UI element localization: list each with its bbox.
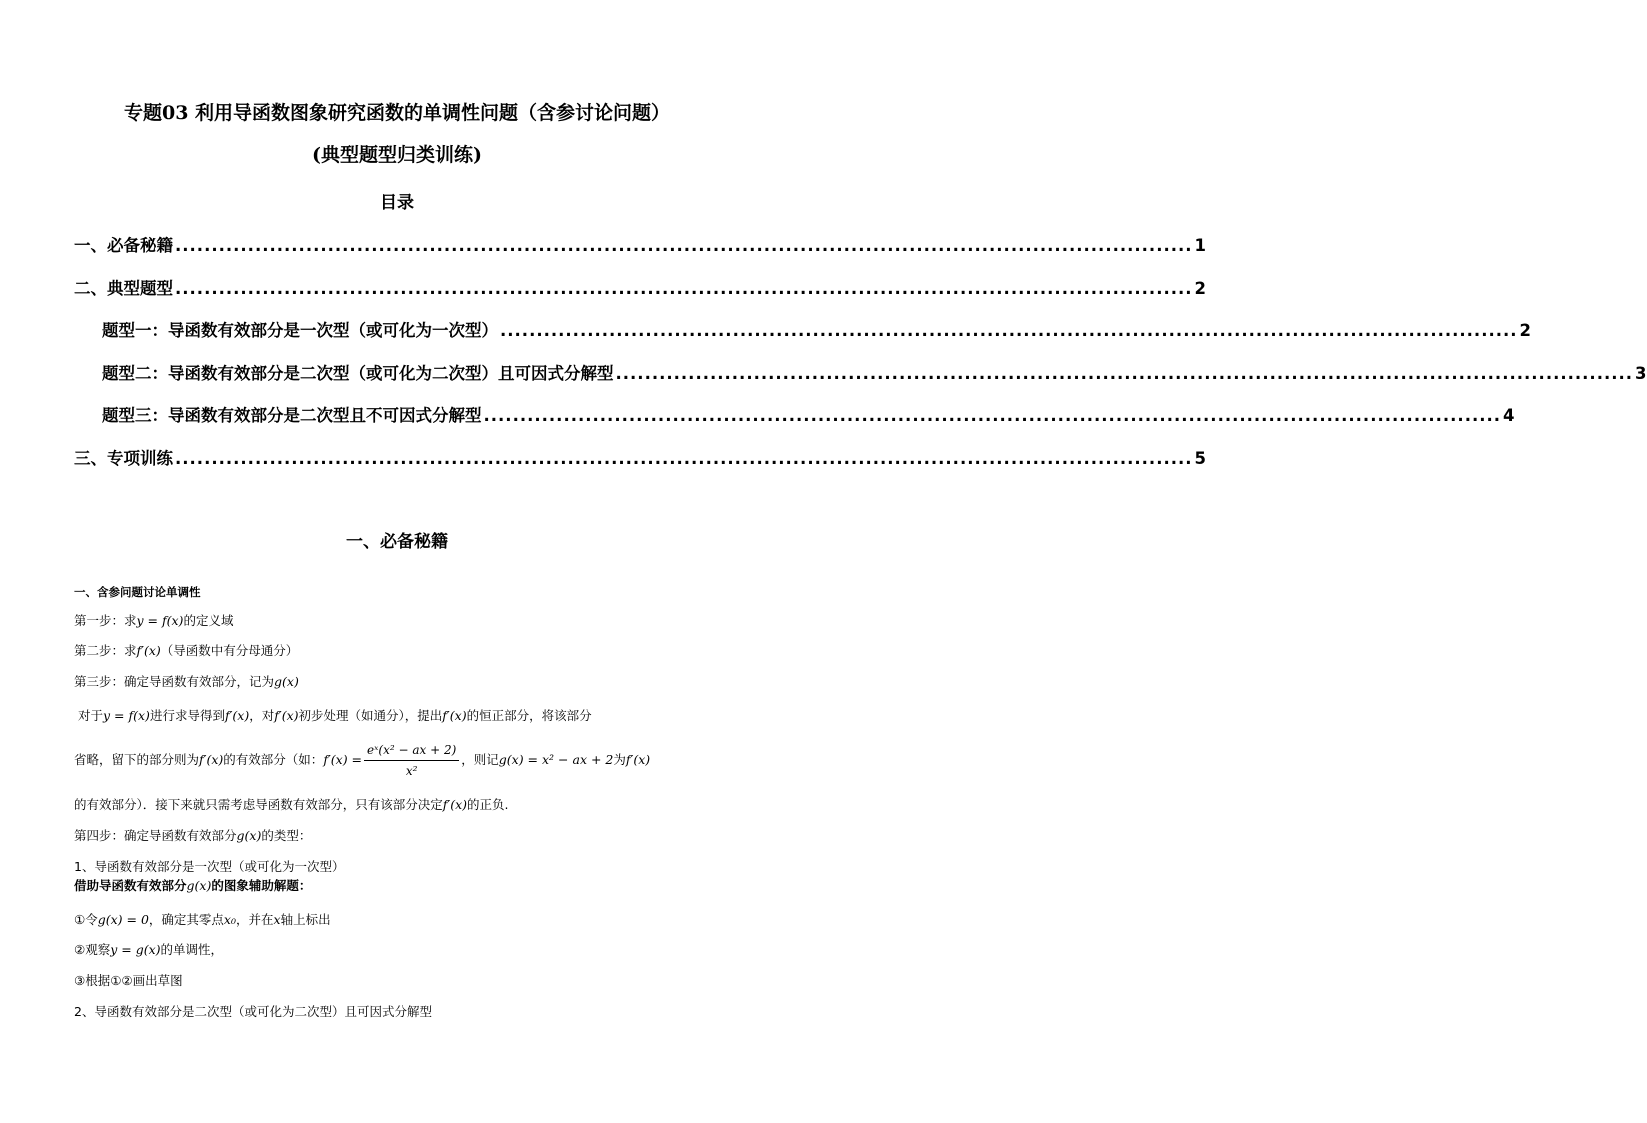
toc-label: 三、专项训练 — [74, 449, 173, 468]
math-expression: g(x) — [236, 828, 262, 843]
text: ，则记 — [461, 752, 499, 767]
item1-line — [74, 910, 331, 928]
text: 的有效部分）．接下来就只需考虑导函数有效部分，只有该部分决定 — [74, 797, 443, 812]
toc-leader-dots: ............................................................................................................................................ — [483, 406, 1502, 425]
text: 的图象辅助解题： — [211, 878, 312, 893]
text: 的类型： — [261, 828, 312, 843]
section-heading: 一、必备秘籍 — [346, 532, 448, 552]
text: 为 — [613, 752, 626, 767]
document-title: 专题03 利用导函数图象研究函数的单调性问题（含参讨论问题） — [123, 102, 671, 124]
toc-page-number: 5 — [1194, 449, 1207, 468]
type1-title: 1、导函数有效部分是一次型（或可化为一次型） — [74, 859, 345, 874]
toc-leader-dots: ............................................................................................................................................ — [175, 449, 1193, 468]
toc-label: 题型一：导函数有效部分是一次型（或可化为一次型） — [102, 321, 498, 340]
type1-hint — [74, 876, 311, 894]
math-expression: f′(x) = — [323, 752, 363, 767]
math-expression: g(x) = 0 — [97, 912, 149, 927]
toc-entry-section3[interactable] — [74, 445, 1207, 469]
text: 轴上标出 — [280, 912, 331, 927]
math-expression: x₀ — [223, 912, 236, 927]
text: 第二步：求 — [74, 643, 137, 658]
paragraph-line-3 — [74, 795, 509, 813]
document-subtitle: (典型题型归类训练) — [312, 144, 482, 166]
math-expression: y = f(x) — [136, 613, 184, 628]
fraction-denominator: x² — [405, 764, 418, 778]
type2-title: 2、导函数有效部分是二次型（或可化为二次型）且可因式分解型 — [74, 1004, 432, 1019]
item3-line: ③根据①②画出草图 — [74, 973, 183, 988]
toc-entry-type1[interactable] — [102, 317, 1532, 341]
math-expression: g(x) — [186, 878, 212, 893]
math-expression: f′(x) — [442, 708, 467, 723]
step3-line — [74, 672, 299, 690]
fraction-numerator: eˣ(x² − ax + 2) — [364, 740, 459, 761]
toc-label: 二、典型题型 — [74, 279, 173, 298]
toc-leader-dots: ............................................................................................................................................ — [175, 279, 1193, 298]
toc-label: 题型三：导函数有效部分是二次型且不可因式分解型 — [102, 406, 482, 425]
math-expression: f′(x) — [199, 752, 224, 767]
text: 省略，留下的部分则为 — [74, 752, 200, 767]
paragraph-line-2 — [74, 740, 650, 781]
toc-leader-dots: ............................................................................................................................................ — [500, 321, 1518, 340]
toc-page-number: 4 — [1503, 406, 1515, 425]
step4-line — [74, 826, 311, 844]
text: ，并在 — [235, 912, 274, 927]
text: 的单调性， — [160, 942, 224, 957]
math-expression: f′(x) — [442, 797, 468, 812]
toc-page-number: 3 — [1635, 364, 1647, 383]
math-expression: f′(x) — [274, 708, 299, 723]
sub-heading: 一、含参问题讨论单调性 — [74, 585, 201, 599]
text: 的正负. — [467, 797, 509, 812]
text: ，确定其零点 — [148, 912, 224, 927]
text: 借助导函数有效部分 — [74, 878, 187, 893]
text: （导函数中有分母通分） — [160, 643, 299, 658]
math-expression: y = f(x) — [103, 708, 150, 723]
text: 对于 — [78, 708, 104, 723]
toc-page-number: 2 — [1194, 279, 1207, 298]
math-expression: y = g(x) — [110, 942, 161, 957]
step1-line — [74, 611, 233, 629]
toc-label: 一、必备秘籍 — [74, 236, 173, 255]
toc-leader-dots: ............................................................................................................................................ — [175, 236, 1193, 255]
math-expression: g(x) — [274, 674, 299, 689]
item2-line — [74, 940, 223, 958]
paragraph-line-1 — [78, 706, 592, 724]
toc-entry-section2[interactable] — [74, 275, 1207, 299]
toc-leader-dots: ............................................................................................................................................ — [615, 364, 1634, 383]
math-expression: x — [273, 912, 281, 927]
text: 的定义域 — [183, 613, 234, 628]
text: 进行求导得到 — [149, 708, 225, 723]
fraction — [364, 740, 459, 781]
text: 第四步：确定导函数有效部分 — [74, 828, 237, 843]
text: 的有效部分（如： — [223, 752, 324, 767]
step2-line — [74, 641, 298, 659]
toc-label: 题型二：导函数有效部分是二次型（或可化为二次型）且可因式分解型 — [102, 364, 614, 383]
math-expression: f′(x) — [224, 708, 250, 723]
text: 第一步：求 — [74, 613, 137, 628]
text: ，对 — [249, 708, 275, 723]
toc-page-number: 2 — [1519, 321, 1532, 340]
text: ②观察 — [74, 942, 111, 957]
math-expression: f′(x) — [625, 752, 651, 767]
toc-entry-type2[interactable] — [102, 360, 1647, 384]
text: 第三步：确定导函数有效部分，记为 — [74, 674, 275, 689]
math-expression: g(x) = x² − ax + 2 — [498, 752, 614, 767]
text: 初步处理（如通分），提出 — [298, 708, 443, 723]
toc-page-number: 1 — [1194, 236, 1207, 255]
toc-heading: 目录 — [380, 193, 414, 213]
text: 的恒正部分，将该部分 — [466, 708, 592, 723]
toc-entry-section1[interactable] — [74, 232, 1207, 256]
toc-entry-type3[interactable] — [102, 402, 1515, 426]
math-expression: f′(x) — [136, 643, 161, 658]
text: ①令 — [74, 912, 98, 927]
